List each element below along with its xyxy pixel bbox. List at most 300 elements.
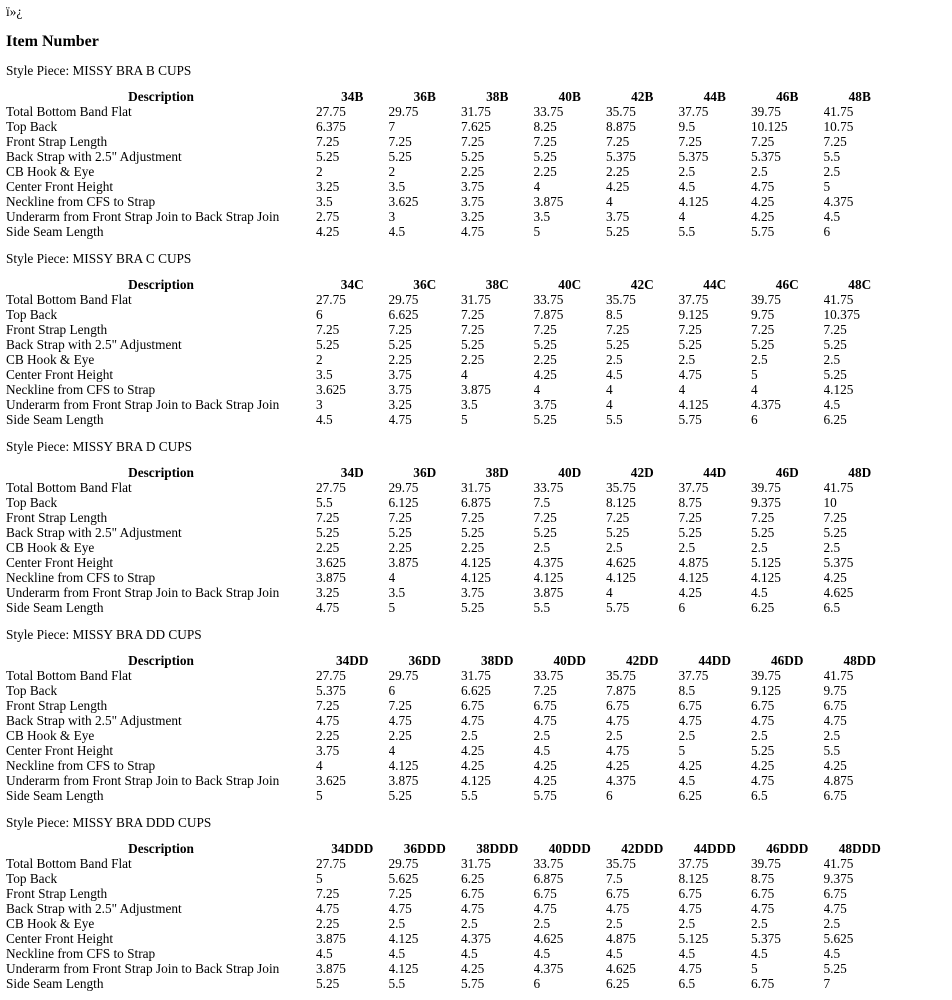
spec-value-cell: 2.25 — [316, 540, 340, 555]
spec-value-cell: 4 — [606, 382, 613, 397]
spec-value-cell: 4 — [606, 397, 613, 412]
spec-value-cell: 6.75 — [751, 698, 775, 713]
spec-value-cell: 7.25 — [388, 698, 412, 713]
spec-value-cell: 3.625 — [316, 382, 346, 397]
spec-value-cell: 9.125 — [678, 307, 709, 322]
description-column-header: Description — [128, 277, 194, 292]
spec-row — [6, 510, 896, 525]
spec-value-cell: 5.25 — [388, 149, 412, 164]
size-column-header: 48DD — [843, 653, 876, 668]
spec-value-cell: 2.5 — [678, 164, 696, 179]
spec-value-cell: 27.75 — [316, 104, 346, 119]
spec-value-cell: 4 — [533, 179, 541, 194]
spec-value-cell: 4.25 — [533, 773, 557, 788]
spec-value-cell: 7.25 — [461, 322, 485, 337]
spec-value-cell: 4.125 — [461, 555, 491, 570]
spec-value-cell: 7.25 — [388, 134, 412, 149]
spec-value-cell: 3.75 — [461, 585, 485, 600]
spec-value-cell: 29.75 — [388, 480, 419, 495]
spec-value-cell: 7.5 — [533, 495, 551, 510]
size-column-header: 34DD — [335, 653, 369, 668]
spec-value-cell: 7.25 — [316, 322, 340, 337]
spec-row — [6, 382, 896, 397]
spec-row — [6, 540, 896, 555]
spec-value-cell: 4.125 — [678, 570, 709, 585]
spec-value-cell: 7.25 — [823, 510, 847, 525]
spec-value-cell: 6.75 — [606, 886, 630, 901]
spec-row — [6, 149, 896, 164]
spec-row-label: Center Front Height — [6, 179, 114, 194]
spec-value-cell: 4 — [606, 194, 613, 209]
size-column-header: 34DDD — [331, 841, 374, 856]
spec-row-label: Top Back — [6, 119, 58, 134]
spec-row-label: Front Strap Length — [6, 886, 108, 901]
spec-value-cell: 5.5 — [388, 976, 406, 991]
spec-value-cell: 5.375 — [316, 683, 346, 698]
spec-value-cell: 7.25 — [678, 134, 702, 149]
spec-value-cell: 7.25 — [533, 683, 557, 698]
spec-value-cell: 4.75 — [461, 901, 485, 916]
spec-row — [6, 367, 896, 382]
size-column-header: 38B — [486, 89, 509, 104]
size-column-header: 48DDD — [838, 841, 881, 856]
spec-value-cell: 4.5 — [388, 224, 406, 239]
spec-value-cell: 5.375 — [823, 555, 854, 570]
spec-row-label: Top Back — [6, 871, 58, 886]
spec-value-cell: 4.25 — [316, 224, 340, 239]
size-column-header: 44DDD — [693, 841, 736, 856]
spec-value-cell: 4.625 — [606, 555, 636, 570]
spec-value-cell: 2.5 — [751, 916, 768, 931]
spec-row — [6, 856, 896, 871]
spec-row-label: Center Front Height — [6, 931, 114, 946]
spec-value-cell: 5.5 — [823, 149, 841, 164]
spec-value-cell: 4.75 — [316, 901, 340, 916]
spec-row — [6, 788, 896, 803]
spec-row — [6, 976, 896, 991]
spec-value-cell: 39.75 — [751, 104, 781, 119]
spec-value-cell: 7 — [823, 976, 831, 991]
spec-value-cell: 3.5 — [316, 367, 333, 382]
spec-value-cell: 6.75 — [533, 698, 557, 713]
spec-sections-container — [6, 63, 946, 991]
spec-row — [6, 322, 896, 337]
spec-row-label: Side Seam Length — [6, 788, 104, 803]
spec-row — [6, 961, 896, 976]
spec-value-cell: 2.25 — [461, 352, 485, 367]
size-column-header: 34B — [341, 89, 364, 104]
spec-row — [6, 946, 896, 961]
spec-value-cell: 5 — [461, 412, 468, 427]
spec-value-cell: 6.75 — [751, 886, 775, 901]
spec-value-cell: 7.625 — [461, 119, 491, 134]
spec-value-cell: 5.25 — [461, 525, 485, 540]
spec-value-cell: 8.5 — [678, 683, 696, 698]
spec-value-cell: 4.5 — [388, 946, 406, 961]
spec-row — [6, 916, 896, 931]
spec-header-row — [6, 277, 896, 292]
spec-row-label: Back Strap with 2.5" Adjustment — [6, 525, 182, 540]
spec-value-cell: 7.5 — [606, 871, 623, 886]
spec-row-label: Side Seam Length — [6, 412, 104, 427]
spec-value-cell: 7.25 — [606, 322, 630, 337]
spec-value-cell: 9.75 — [751, 307, 775, 322]
spec-value-cell: 41.75 — [823, 856, 854, 871]
spec-value-cell: 4.375 — [533, 555, 564, 570]
spec-value-cell: 2.25 — [533, 164, 557, 179]
spec-value-cell: 4.125 — [388, 961, 419, 976]
size-column-header: 40D — [558, 465, 582, 480]
spec-value-cell: 2.75 — [316, 209, 340, 224]
spec-value-cell: 4.125 — [823, 382, 854, 397]
spec-value-cell: 4.375 — [461, 931, 491, 946]
spec-value-cell: 6.375 — [316, 119, 346, 134]
spec-value-cell: 10.375 — [823, 307, 861, 322]
spec-value-cell: 3.875 — [316, 961, 346, 976]
spec-value-cell: 5.625 — [388, 871, 419, 886]
spec-value-cell: 41.75 — [823, 104, 854, 119]
spec-value-cell: 31.75 — [461, 104, 491, 119]
spec-value-cell: 6.75 — [461, 698, 485, 713]
size-column-header: 36D — [413, 465, 437, 480]
spec-value-cell: 6.625 — [388, 307, 419, 322]
spec-value-cell: 6.25 — [823, 412, 847, 427]
spec-value-cell: 4.125 — [606, 570, 636, 585]
spec-value-cell: 2.5 — [678, 916, 696, 931]
spec-row — [6, 698, 896, 713]
spec-value-cell: 4.5 — [678, 773, 696, 788]
spec-value-cell: 2.5 — [751, 728, 768, 743]
spec-value-cell: 4.75 — [606, 743, 630, 758]
spec-header-row — [6, 841, 896, 856]
spec-value-cell: 4.125 — [678, 397, 709, 412]
description-column-header: Description — [128, 89, 194, 104]
spec-value-cell: 4.25 — [606, 758, 630, 773]
spec-value-cell: 4.75 — [461, 713, 485, 728]
spec-value-cell: 6.75 — [823, 886, 847, 901]
size-column-header: 46B — [776, 89, 799, 104]
spec-value-cell: 4.125 — [388, 931, 419, 946]
size-column-header: 46DD — [770, 653, 804, 668]
spec-value-cell: 2.5 — [606, 540, 623, 555]
spec-row-label: Front Strap Length — [6, 322, 108, 337]
spec-value-cell: 2.5 — [751, 164, 768, 179]
spec-value-cell: 4.25 — [823, 758, 847, 773]
spec-value-cell: 6.75 — [606, 698, 630, 713]
spec-value-cell: 4.25 — [461, 961, 485, 976]
spec-value-cell: 2.5 — [678, 540, 696, 555]
spec-value-cell: 4.25 — [751, 194, 775, 209]
spec-row-label: Back Strap with 2.5" Adjustment — [6, 901, 182, 916]
spec-value-cell: 3.625 — [388, 194, 419, 209]
spec-row-label: Front Strap Length — [6, 698, 108, 713]
spec-value-cell: 3.75 — [316, 743, 340, 758]
spec-row — [6, 179, 896, 194]
spec-value-cell: 29.75 — [388, 668, 419, 683]
description-column-header: Description — [128, 841, 194, 856]
spec-value-cell: 2.5 — [823, 916, 841, 931]
spec-value-cell: 5.25 — [461, 600, 485, 615]
spec-value-cell: 4 — [678, 382, 686, 397]
spec-row-label: Front Strap Length — [6, 134, 108, 149]
spec-value-cell: 5.25 — [533, 149, 557, 164]
spec-value-cell: 33.75 — [533, 292, 564, 307]
spec-value-cell: 8.25 — [533, 119, 557, 134]
size-column-header: 34C — [340, 277, 364, 292]
spec-row — [6, 495, 896, 510]
spec-value-cell: 9.375 — [823, 871, 854, 886]
size-column-header: 36C — [413, 277, 437, 292]
spec-row — [6, 307, 896, 322]
bom-artifact-text: ï»¿ — [6, 4, 23, 19]
spec-row-label: Neckline from CFS to Strap — [6, 194, 156, 209]
spec-value-cell: 8.125 — [606, 495, 636, 510]
spec-value-cell: 5 — [678, 743, 686, 758]
spec-value-cell: 27.75 — [316, 480, 346, 495]
size-column-header: 40DD — [553, 653, 586, 668]
spec-value-cell: 3.5 — [316, 194, 333, 209]
spec-value-cell: 4.5 — [678, 179, 696, 194]
spec-value-cell: 5 — [823, 179, 831, 194]
spec-row-label: Center Front Height — [6, 743, 114, 758]
spec-value-cell: 5.25 — [823, 525, 847, 540]
spec-value-cell: 6.875 — [533, 871, 564, 886]
spec-value-cell: 2.25 — [388, 728, 412, 743]
spec-value-cell: 4.875 — [678, 555, 709, 570]
spec-value-cell: 4.5 — [823, 946, 841, 961]
spec-value-cell: 4.75 — [823, 901, 847, 916]
spec-value-cell: 4.5 — [678, 946, 696, 961]
spec-value-cell: 35.75 — [606, 856, 636, 871]
spec-row-label: Underarm from Front Strap Join to Back Strap Join — [6, 961, 280, 976]
spec-value-cell: 10.125 — [751, 119, 788, 134]
spec-value-cell: 2.5 — [606, 916, 623, 931]
spec-value-cell: 4.75 — [678, 713, 702, 728]
spec-value-cell: 2.5 — [461, 728, 478, 743]
size-column-header: 36DD — [408, 653, 441, 668]
spec-value-cell: 5.75 — [461, 976, 485, 991]
size-column-header: 40DDD — [548, 841, 591, 856]
spec-value-cell: 37.75 — [678, 480, 709, 495]
spec-value-cell: 4.125 — [678, 194, 709, 209]
spec-value-cell: 4.5 — [606, 946, 623, 961]
spec-value-cell: 6 — [388, 683, 396, 698]
spec-value-cell: 8.125 — [678, 871, 709, 886]
spec-value-cell: 2.5 — [751, 540, 768, 555]
spec-value-cell: 39.75 — [751, 480, 781, 495]
spec-value-cell: 8.75 — [751, 871, 775, 886]
spec-value-cell: 4.75 — [316, 600, 340, 615]
spec-value-cell: 4.125 — [751, 570, 781, 585]
spec-value-cell: 29.75 — [388, 856, 419, 871]
spec-value-cell: 4.5 — [823, 209, 841, 224]
spec-row-label: Center Front Height — [6, 555, 114, 570]
spec-row-label: CB Hook & Eye — [6, 540, 95, 555]
spec-value-cell: 7.25 — [606, 510, 630, 525]
spec-row — [6, 194, 896, 209]
spec-row-label: Back Strap with 2.5" Adjustment — [6, 337, 182, 352]
spec-value-cell: 4.375 — [606, 773, 636, 788]
spec-value-cell: 41.75 — [823, 668, 854, 683]
spec-value-cell: 31.75 — [461, 480, 491, 495]
spec-value-cell: 7 — [388, 119, 396, 134]
spec-value-cell: 35.75 — [606, 104, 636, 119]
size-spec-table — [6, 653, 896, 803]
spec-value-cell: 7.25 — [388, 510, 412, 525]
spec-value-cell: 4.125 — [388, 758, 419, 773]
spec-value-cell: 4.25 — [678, 585, 702, 600]
spec-row-label: Neckline from CFS to Strap — [6, 570, 156, 585]
spec-value-cell: 5.25 — [316, 976, 340, 991]
spec-value-cell: 27.75 — [316, 292, 346, 307]
spec-row — [6, 713, 896, 728]
spec-value-cell: 2.5 — [461, 916, 478, 931]
spec-value-cell: 5.625 — [823, 931, 854, 946]
spec-value-cell: 6 — [316, 307, 323, 322]
spec-value-cell: 7.875 — [533, 307, 564, 322]
spec-row-label: Top Back — [6, 683, 58, 698]
spec-value-cell: 7.25 — [751, 510, 775, 525]
spec-row — [6, 668, 896, 683]
spec-value-cell: 35.75 — [606, 668, 636, 683]
spec-value-cell: 6.75 — [678, 698, 702, 713]
spec-header-row — [6, 89, 896, 104]
spec-row-label: Back Strap with 2.5" Adjustment — [6, 713, 182, 728]
spec-row — [6, 397, 896, 412]
spec-value-cell: 4.375 — [823, 194, 854, 209]
spec-value-cell: 7.25 — [751, 134, 775, 149]
spec-value-cell: 5.125 — [751, 555, 781, 570]
spec-value-cell: 27.75 — [316, 668, 346, 683]
spec-value-cell: 5.375 — [751, 149, 781, 164]
spec-value-cell: 2.25 — [533, 352, 557, 367]
spec-value-cell: 4.625 — [533, 931, 564, 946]
spec-value-cell: 7.25 — [461, 307, 485, 322]
spec-value-cell: 3.875 — [316, 931, 346, 946]
spec-row-label: Side Seam Length — [6, 600, 104, 615]
spec-value-cell: 6.125 — [388, 495, 419, 510]
description-column-header: Description — [128, 653, 194, 668]
spec-value-cell: 4.25 — [533, 367, 557, 382]
spec-value-cell: 4.625 — [823, 585, 854, 600]
spec-value-cell: 31.75 — [461, 292, 491, 307]
spec-row-label: CB Hook & Eye — [6, 728, 95, 743]
spec-value-cell: 7.25 — [678, 510, 702, 525]
size-column-header: 44DD — [698, 653, 731, 668]
spec-value-cell: 3.5 — [461, 397, 478, 412]
spec-value-cell: 4.5 — [533, 743, 551, 758]
spec-value-cell: 5.25 — [533, 337, 557, 352]
spec-value-cell: 5.25 — [388, 337, 412, 352]
spec-value-cell: 9.75 — [823, 683, 847, 698]
spec-value-cell: 5.25 — [606, 525, 630, 540]
spec-value-cell: 6.25 — [751, 600, 775, 615]
spec-value-cell: 5.25 — [606, 337, 630, 352]
spec-value-cell: 4.25 — [533, 758, 557, 773]
size-column-header: 48C — [848, 277, 872, 292]
spec-value-cell: 2.25 — [316, 916, 340, 931]
spec-value-cell: 5.25 — [388, 525, 412, 540]
spec-row-label: Underarm from Front Strap Join to Back Strap Join — [6, 209, 280, 224]
spec-value-cell: 7.25 — [461, 134, 485, 149]
spec-value-cell: 4.75 — [388, 412, 412, 427]
spec-value-cell: 6.25 — [606, 976, 630, 991]
spec-row-label: Top Back — [6, 495, 58, 510]
spec-value-cell: 5.25 — [461, 337, 485, 352]
spec-value-cell: 9.375 — [751, 495, 781, 510]
spec-value-cell: 3.75 — [461, 194, 485, 209]
spec-value-cell: 8.5 — [606, 307, 623, 322]
size-column-header: 38DDD — [476, 841, 519, 856]
spec-value-cell: 4.75 — [606, 713, 630, 728]
spec-value-cell: 10.75 — [823, 119, 854, 134]
spec-value-cell: 7.25 — [388, 322, 412, 337]
spec-value-cell: 2.5 — [388, 916, 406, 931]
size-column-header: 42DDD — [621, 841, 664, 856]
spec-row — [6, 209, 896, 224]
spec-row — [6, 683, 896, 698]
size-column-header: 46D — [775, 465, 799, 480]
spec-value-cell: 4.25 — [461, 758, 485, 773]
spec-value-cell: 5 — [316, 871, 323, 886]
spec-value-cell: 6.5 — [678, 976, 696, 991]
spec-value-cell: 4.25 — [461, 743, 485, 758]
spec-value-cell: 5.25 — [751, 525, 775, 540]
spec-row-label: Total Bottom Band Flat — [6, 104, 132, 119]
spec-value-cell: 4.625 — [606, 961, 636, 976]
size-column-header: 42C — [630, 277, 654, 292]
spec-value-cell: 4.75 — [751, 179, 775, 194]
spec-value-cell: 35.75 — [606, 480, 636, 495]
spec-value-cell: 33.75 — [533, 856, 564, 871]
spec-value-cell: 5.5 — [823, 743, 841, 758]
spec-row-label: CB Hook & Eye — [6, 916, 95, 931]
spec-value-cell: 2.25 — [388, 540, 412, 555]
spec-value-cell: 27.75 — [316, 856, 346, 871]
spec-value-cell: 33.75 — [533, 668, 564, 683]
spec-row — [6, 119, 896, 134]
spec-value-cell: 8.875 — [606, 119, 636, 134]
spec-row — [6, 886, 896, 901]
spec-value-cell: 6 — [606, 788, 613, 803]
spec-row — [6, 224, 896, 239]
spec-value-cell: 7.25 — [461, 510, 485, 525]
spec-value-cell: 37.75 — [678, 292, 709, 307]
spec-value-cell: 5.75 — [751, 224, 775, 239]
spec-value-cell: 2.5 — [533, 728, 551, 743]
spec-value-cell: 4.375 — [751, 397, 781, 412]
spec-value-cell: 6.625 — [461, 683, 491, 698]
spec-value-cell: 7.25 — [533, 322, 557, 337]
style-piece-heading: Style Piece: MISSY BRA DDD CUPS — [6, 815, 212, 830]
spec-value-cell: 4 — [533, 382, 541, 397]
spec-value-cell: 5.25 — [823, 337, 847, 352]
size-column-header: 42DD — [625, 653, 659, 668]
spec-value-cell: 4.25 — [678, 758, 702, 773]
size-spec-table — [6, 841, 896, 991]
spec-value-cell: 3.875 — [533, 585, 564, 600]
spec-value-cell: 5.5 — [461, 788, 478, 803]
spec-value-cell: 2.5 — [823, 728, 841, 743]
spec-value-cell: 2.25 — [461, 164, 485, 179]
spec-value-cell: 4 — [388, 743, 396, 758]
spec-row-label: Side Seam Length — [6, 224, 104, 239]
spec-value-cell: 5.75 — [606, 600, 630, 615]
spec-value-cell: 7.875 — [606, 683, 636, 698]
spec-value-cell: 4.75 — [678, 367, 702, 382]
spec-value-cell: 5 — [751, 367, 758, 382]
size-spec-table — [6, 89, 896, 239]
